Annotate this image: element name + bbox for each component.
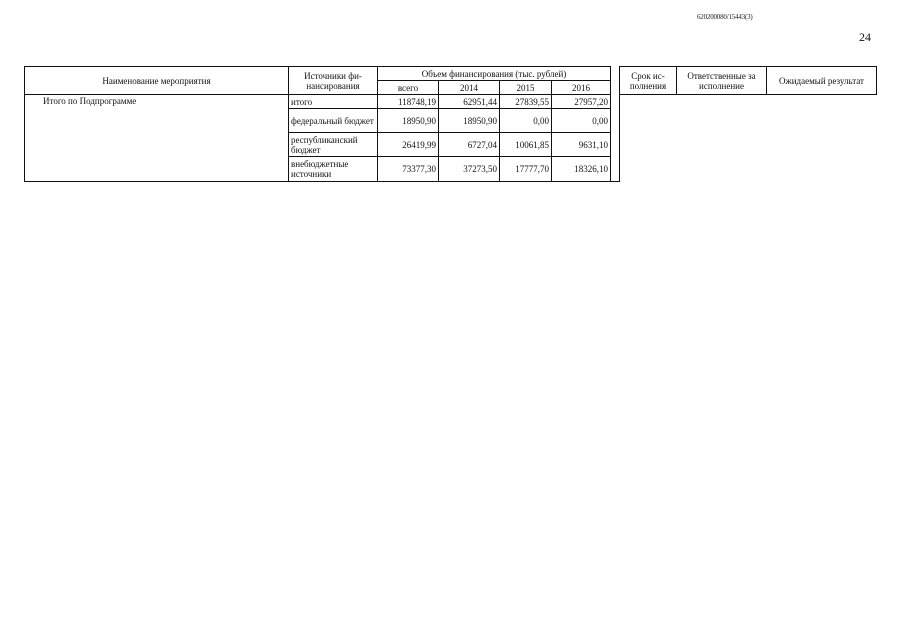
source-cell: федеральный бюджет (289, 109, 378, 133)
empty-region (620, 95, 877, 182)
subprogram-funding-table (24, 66, 877, 182)
year-2015-cell: 0,00 (500, 109, 552, 133)
year-2015-cell: 17777,70 (500, 157, 552, 182)
header-activity-name: Наименование мероприятия (25, 67, 289, 95)
gap-cell (611, 109, 620, 133)
year-2015-cell: 10061,85 (500, 133, 552, 157)
year-2016-cell: 18326,10 (552, 157, 611, 182)
year-2014-cell: 62951,44 (439, 95, 500, 109)
header-year-2015: 2015 (500, 81, 552, 95)
header-gap (611, 67, 620, 95)
year-2014-cell: 6727,04 (439, 133, 500, 157)
header-funding-sources: Источники фи-нансирования (289, 67, 378, 95)
year-2014-cell: 18950,90 (439, 109, 500, 133)
year-2016-cell: 0,00 (552, 109, 611, 133)
year-2016-cell: 27957,20 (552, 95, 611, 109)
year-2015-cell: 27839,55 (500, 95, 552, 109)
total-cell: 18950,90 (378, 109, 439, 133)
year-2014-cell: 37273,50 (439, 157, 500, 182)
table-row (25, 95, 877, 109)
total-cell: 26419,99 (378, 133, 439, 157)
source-cell: республиканский бюджет (289, 133, 378, 157)
source-cell: внебюджетные источники (289, 157, 378, 182)
source-cell: итого (289, 95, 378, 109)
header-expected-result: Ожидаемый результат (767, 67, 877, 95)
total-cell: 73377,30 (378, 157, 439, 182)
year-2016-cell: 9631,10 (552, 133, 611, 157)
gap-cell (611, 133, 620, 157)
page-number: 24 (859, 30, 871, 44)
header-row-1 (25, 67, 877, 81)
header-year-2014: 2014 (439, 81, 500, 95)
header-responsible: Ответственные за исполнение (677, 67, 767, 95)
gap-cell (611, 157, 620, 182)
header-funding-volume: Объем финансирования (тыс. рублей) (378, 67, 611, 81)
header-year-2016: 2016 (552, 81, 611, 95)
total-cell: 118748,19 (378, 95, 439, 109)
document-code: 620200080/15443(3) (697, 13, 753, 21)
gap-cell (611, 95, 620, 109)
header-deadline: Срок ис-полнения (620, 67, 677, 95)
row-label-subprogram-total: Итого по Подпрограмме (25, 95, 289, 182)
header-total: всего (378, 81, 439, 95)
